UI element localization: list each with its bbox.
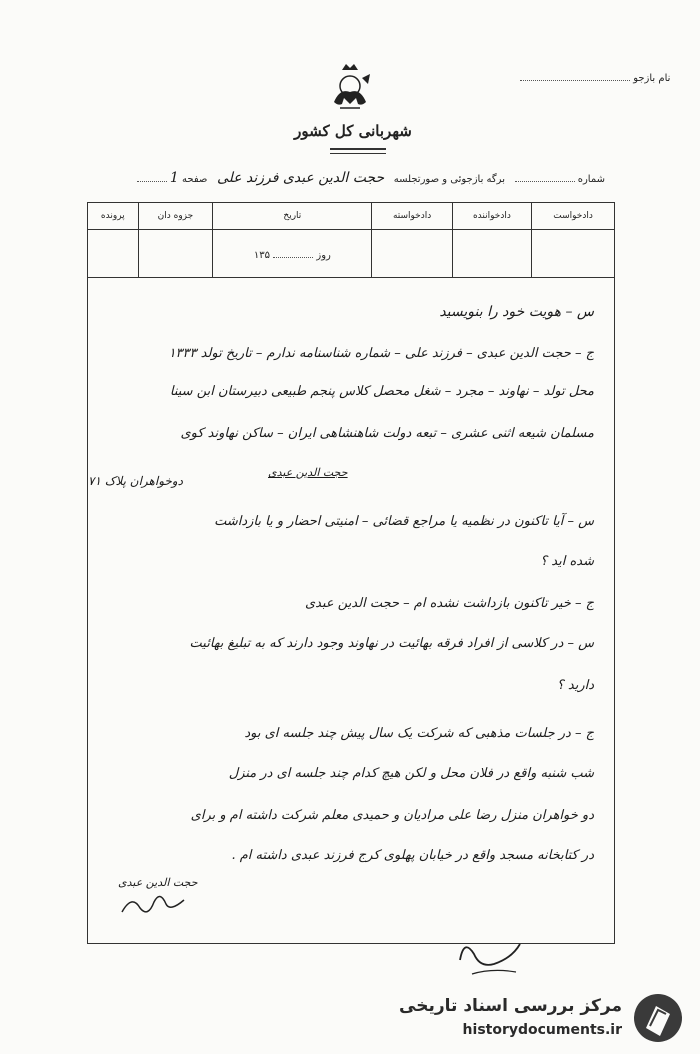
interrogator-label: نام بازجو: [633, 73, 671, 84]
org-title-underline: [330, 148, 386, 154]
body-line: ج – خیر تاکنون بازداشت نشده ام – حجت الدین عبدی: [304, 596, 594, 611]
body-line: س – هویت خود را بنویسید: [439, 304, 594, 320]
org-title: شهربانی کل کشور: [294, 122, 412, 140]
watermark-url: historydocuments.ir: [462, 1022, 622, 1038]
lion-and-sun-emblem-icon: [322, 60, 378, 116]
column-header: پرونده: [88, 203, 139, 230]
page-label: صفحه: [182, 174, 208, 185]
table-header-row: [88, 203, 615, 230]
body-line: دوخواهران پلاک ۷۱: [88, 474, 183, 488]
body-line: شب شنبه واقع در فلان محل و لکن هیچ کدام چند جلسه ای در منزل: [228, 766, 594, 781]
body-line: ج – در جلسات مذهبی که شرکت یک سال پیش چند جلسه ای بود: [244, 726, 594, 741]
signature-text: حجت الدین عبدی: [118, 876, 198, 889]
table-cell: [88, 230, 139, 278]
body-line: محل تولد – نهاوند – مجرد – شغل محصل کلاس پنجم طبیعی دبیرستان ابن سینا: [169, 384, 594, 399]
officer-signature-icon: [452, 930, 532, 980]
column-header: دادخواست: [532, 203, 615, 230]
body-line: دو خواهران منزل رضا علی مرادیان و حمیدی معلم شرکت داشته ام و برای: [190, 808, 594, 823]
body-line: س – آیا تاکنون در نظمیه یا مراجع قضائی – امنیتی احضار و یا بازداشت: [214, 514, 594, 529]
subject-name: حجت الدین عبدی فرزند علی: [216, 170, 385, 186]
archive-watermark: [362, 990, 692, 1050]
table-cell: [372, 230, 452, 278]
form-header-line: [95, 170, 605, 186]
date-cell: روز ۱۳۵: [213, 230, 372, 278]
interrogator-field: [520, 70, 670, 84]
inline-signature: حجت الدین عبدی: [268, 466, 348, 479]
body-line: س – در کلاسی از افراد فرقه بهائیت در نهاوند وجود دارند که به تبلیغ بهائیت: [189, 636, 594, 651]
number-label: شماره: [577, 174, 605, 185]
body-line: در کتابخانه مسجد واقع در خیابان پهلوی کرج فرزند عبدی داشته ام .: [231, 848, 594, 863]
body-line: مسلمان شیعه اثنی عشری – تبعه دولت شاهنشاهی ایران – ساکن نهاوند کوی: [180, 426, 594, 441]
interrogation-body: [87, 278, 615, 944]
form-title: برگه بازجوئی و صورتجلسه: [393, 174, 505, 185]
page-number: 1: [169, 170, 179, 186]
body-line: دارید ؟: [556, 678, 594, 693]
body-line: شده اید ؟: [540, 554, 594, 569]
table-cell: [138, 230, 213, 278]
table-row: [88, 230, 615, 278]
table-cell: [452, 230, 531, 278]
watermark-title: مرکز بررسی اسناد تاریخی: [399, 996, 622, 1016]
column-header: دادخواننده: [452, 203, 531, 230]
column-header: جزوه دان: [138, 203, 213, 230]
case-info-table: [87, 202, 615, 278]
column-header: دادخواسته: [372, 203, 452, 230]
signature-scribble-icon: [118, 890, 188, 920]
body-line: ج – حجت الدین عبدی – فرزند علی – شماره شناسنامه ندارم – تاریخ تولد ۱۳۳۳: [168, 346, 594, 361]
archive-logo-icon: [632, 992, 684, 1044]
table-cell: [532, 230, 615, 278]
column-header: تاریخ: [213, 203, 372, 230]
